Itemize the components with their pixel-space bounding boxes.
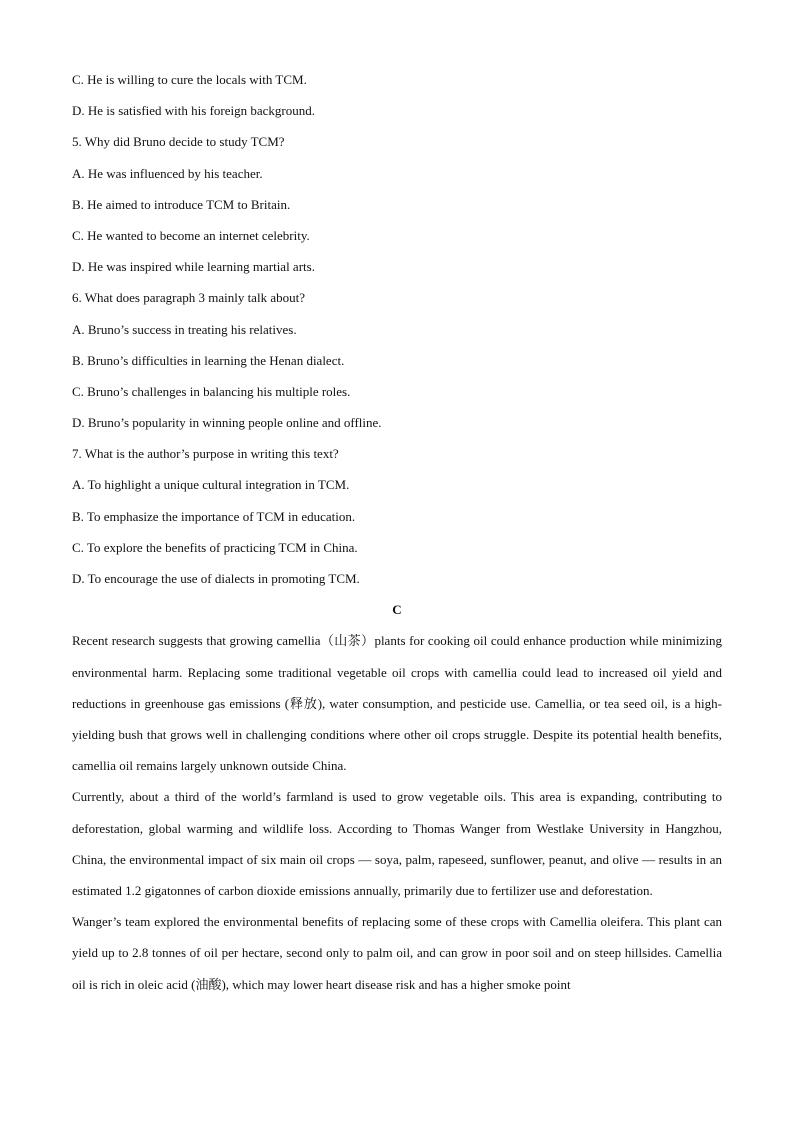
- q6-option-d: D. Bruno’s popularity in winning people online and offline.: [72, 415, 382, 431]
- q5-option-a: A. He was influenced by his teacher.: [72, 165, 263, 181]
- q7-option-d: D. To encourage the use of dialects in promoting TCM.: [72, 571, 360, 586]
- document-page: [72, 64, 722, 1000]
- q7-stem: 7. What is the author’s purpose in writing this text?: [72, 446, 339, 462]
- passage-c-paragraph-1: Recent research suggests that growing camellia（山茶）plants for cooking oil could enhance production while minimizing environmental harm. Replacing some traditional vegetable oil crops with camellia could lead to increased oil yield and reductions in greenhouse gas emissions (释放), water consumption, and pesticide use. Camellia, or tea seed oil, is a high-yielding bush that grows well in challenging conditions where other oil crops struggle. Despite its potential health benefits, camellia oil remains largely unknown outside China.: [72, 633, 722, 774]
- q7-option-a: A. To highlight a unique cultural integration in TCM.: [72, 477, 350, 493]
- q5-option-d: D. He was inspired while learning martial arts.: [72, 259, 315, 275]
- passage-c-paragraph-2: Currently, about a third of the world’s farmland is used to grow vegetable oils. This area is expanding, contributing to deforestation, global warming and wildlife loss. According to Thomas Wanger from Westlake University in Hangzhou, China, the environmental impact of six main oil crops — soya, palm, rapeseed, sunflower, peanut, and olive — results in an estimated 1.2 gigatonnes of carbon dioxide emissions annually, primarily due to fertilizer use and deforestation.: [72, 789, 722, 898]
- q7-option-c: C. To explore the benefits of practicing TCM in China.: [72, 539, 358, 555]
- q6-option-b: B. Bruno’s difficulties in learning the Henan dialect.: [72, 352, 345, 368]
- q4-option-d: D. He is satisfied with his foreign background.: [72, 103, 315, 119]
- q5-stem: 5. Why did Bruno decide to study TCM?: [72, 134, 285, 150]
- q5-option-b: B. He aimed to introduce TCM to Britain.: [72, 196, 291, 212]
- q6-option-a: A. Bruno’s success in treating his relatives.: [72, 321, 297, 337]
- q6-option-c: C. Bruno’s challenges in balancing his multiple roles.: [72, 383, 351, 399]
- passage-c-paragraph-3: Wanger’s team explored the environmental benefits of replacing some of these crops with Camellia oleifera. This plant can yield up to 2.8 tonnes of oil per hectare, second only to palm oil, and can grow in poor soil and on steep hillsides. Camellia oil is rich in oleic acid (油酸), which may lower heart disease risk and has a higher smoke point: [72, 914, 722, 992]
- q6-stem: 6. What does paragraph 3 mainly talk about?: [72, 290, 305, 306]
- q7-option-b: B. To emphasize the importance of TCM in education.: [72, 508, 356, 524]
- q5-option-c: C. He wanted to become an internet celebrity.: [72, 227, 310, 243]
- section-c-heading: C: [392, 602, 402, 618]
- q4-option-c: C. He is willing to cure the locals with TCM.: [72, 72, 307, 87]
